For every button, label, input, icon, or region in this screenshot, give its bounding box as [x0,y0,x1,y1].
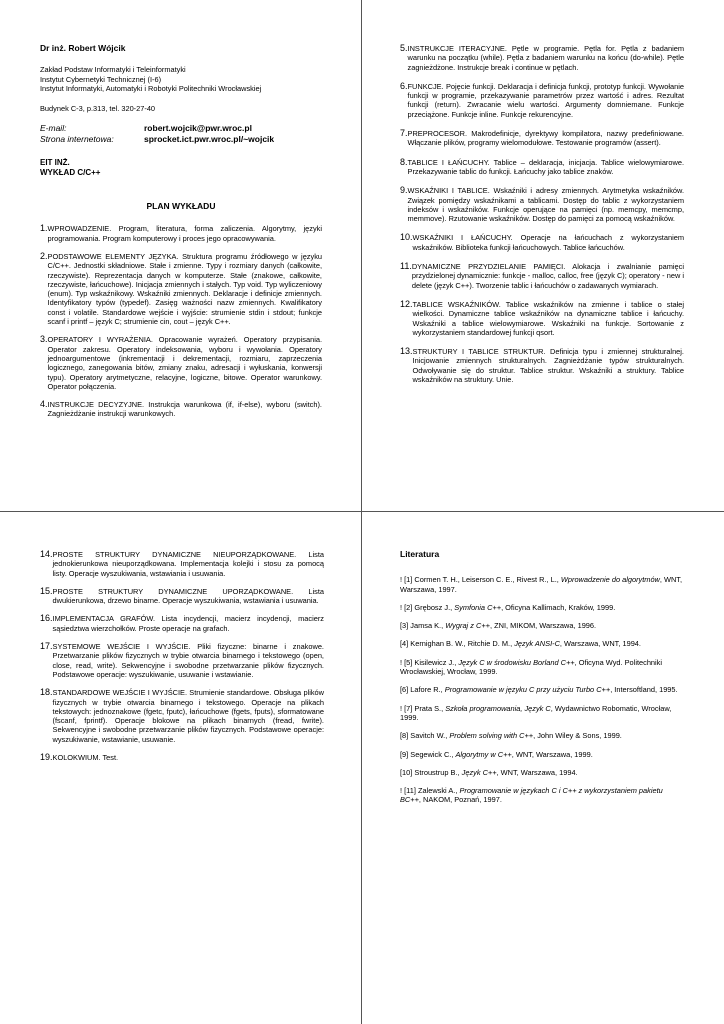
reference-title: Programowanie w języku C przy użyciu Turbo C++ [444,685,611,695]
plan-item-number: 4. [40,399,48,410]
page-3 [40,550,324,762]
plan-item-text: PROSTE STRUKTURY DYNAMICZNE UPORZĄDKOWANE. Lista dwukierunkowa, drzewo binarne. Operacje wyszukiwania, wstawiania i usuwania. [52,586,324,606]
email-address: robert.wojcik@pwr.wroc.pl [144,123,252,134]
plan-item-text: FUNKCJE. Pojęcie funkcji. Deklaracja i definicja funkcji, prototyp funkcji. Wywołanie funkcji w programie, przekazywanie parametrów przez wartość i adres. Rezultat funkcji (return). Zwracanie wielu wartości. Argumenty domniemane. Funkcje przeciążone. Funkcje inline. Funkcje rekurencyjne. [407,81,684,119]
reference-authors: Stroustrup B., [414,767,462,777]
reference-authors: Savitch W., [410,731,450,741]
plan-list [400,44,684,384]
reference-publisher: , NAKOM, Poznań, 1997. [418,795,502,805]
literature-item [400,603,684,612]
plan-item-number: 8. [400,156,408,167]
reference-authors: Kernighan B. W., Ritchie D. M., [410,639,515,649]
plan-item [40,335,322,391]
reference-authors: Segewick C., [410,749,456,759]
literature-list [400,575,684,804]
plan-item-number: 12. [400,298,413,309]
literature-item [400,768,684,777]
course-info [40,158,322,178]
reference-publisher: , Warszawa, WNT, 1994. [559,639,641,649]
plan-item-number: 5. [400,43,408,53]
plan-item-text: DYNAMICZNE PRZYDZIELANIE PAMIĘCI. Alokacja i zwalnianie pamięci przydzielonej dynamicznie: funkcje - malloc, calloc, free (język C); operatory - new i delete (język C++). Tworzenie tablic i łańcuchów o zadawanych wymiarach. [411,262,684,290]
reference-number: ! [1] [400,575,415,585]
reference-number: [6] [400,685,411,695]
plan-item-text: SYSTEMOWE WEJŚCIE I WYJŚCIE. Pliki fizyczne: binarne i znakowe. Przetwarzanie plików fizycznych w trybie otwarcia binarnego i tekstowego (open, close, read, write). Sekwencyjne i swobodne przetwarzanie plików fizycznych. Podstawowe operacje: wyszukiwanie, usuwanie i wstawianie. [52,642,324,679]
plan-item [40,587,324,606]
reference-title: Wprowadzenie do algorytmów [560,575,660,585]
reference-publisher: , WNT, Warszawa, 1997. [400,575,683,594]
reference-authors: Grębosz J., [414,602,455,612]
plan-item-text: WPROWADZENIE. Program, literatura, forma zaliczenia. Algorytmy, języki programowania. Program komputerowy i proces jego opracowywania. [47,224,322,243]
reference-title: Język C++ [461,767,497,777]
affiliation-line: Zakład Podstaw Informatyki i Teleinformatyki [40,65,186,75]
plan-item-text: PREPROCESOR. Makrodefinicje, dyrektywy kompilatora, nazwy predefiniowane. Włączanie plików, programy wielomodułowe. Testowanie programów (assert). [407,129,684,148]
email-label: E-mail: [40,123,67,134]
plan-item-text: INSTRUKCJE DECYZYJNE. Instrukcja warunkowa (if, if-else), wyboru (switch). Zagnieżdżanie instrukcji warunkowych. [47,400,322,419]
reference-title: Problem solving with C++ [449,731,534,741]
plan-item-number: 1. [40,223,48,234]
literature-entry [400,786,684,805]
reference-number: ! [11] [400,786,418,796]
plan-item [40,614,324,633]
plan-item [40,400,322,419]
literature-entry [400,621,684,630]
affiliation [40,65,322,94]
plan-item [400,233,684,252]
plan-item [400,44,684,72]
reference-title: Symfonia C++ [454,602,502,612]
literature-item [400,685,684,694]
plan-item [400,82,684,119]
plan-list [40,550,324,762]
reference-number: [8] [400,731,411,741]
plan-item [400,262,684,290]
reference-number: ! [5] [400,657,415,667]
reference-number: [10] [400,767,415,777]
plan-item-number: 14. [40,549,53,559]
plan-item [40,753,324,762]
plan-item [400,158,684,177]
reference-number: ! [7] [400,703,415,713]
literature-entry [400,750,684,759]
plan-item-number: 2. [40,250,48,261]
plan-item-number: 15. [40,585,53,596]
plan-item-text: PODSTAWOWE ELEMENTY JĘZYKA. Struktura programu źródłowego w języku C/C++. Jednostki składniowe. Stałe i zmienne. Typy i rozmiary danych (całkowite, rzeczywiste). Reprezentacja danych w komputerze. Stałe (znakowe, całkowite, rzeczywiste, łańcuchowe). Inicjacja zmiennych i stałych. Typ void. Typ wyliczeniowy (enum). Typ wskaźnikowy. Wskaźniki zmiennych. Deklaracje i definicje zmiennych. Identyfikatory typów (typedef). Zasięg ważności nazw zmiennych. Kwalifikatory const i volatile. Standardowe wejście i wyjście: strumienie stdin i stdout; funkcje scanf i printf – język C; strumienie cin, cout – język C++. [47,251,322,327]
reference-authors: Kisilewicz J., [414,657,459,667]
plan-item-number: 18. [40,687,53,698]
plan-item [400,347,684,384]
plan-list [40,224,322,418]
plan-title: PLAN WYKŁADU [146,201,216,212]
literature-entry [400,639,684,648]
reference-title: Wygraj z C++ [445,621,490,631]
reference-title: Język C w środowisku Borland C++ [458,657,575,667]
plan-item [40,252,322,326]
reference-authors: Zalewski A., [417,786,460,796]
vertical-page-divider [361,0,362,1024]
author-name: Dr inż. Robert Wójcik [40,43,126,53]
plan-item-text: INSTRUKCJE ITERACYJNE. Pętle w programie. Pętla for. Pętla z badaniem warunku na początku (while). Pętla z badaniem warunku na końcu (do-while). Pętle zagnieżdżone. Instrukcje break i continue w pętlach. [407,44,684,72]
page-2 [400,44,684,384]
reference-title: Język ANSI-C [514,639,560,649]
horizontal-page-divider [0,511,724,512]
plan-item-text: TABLICE WSKAŹNIKÓW. Tablice wskaźników na zmienne i tablice o stałej wielkości. Dynamiczne tablice wskaźników na dynamiczne tablice i łańcuchy. Wskaźniki a tablice wielowymiarowe. Wskaźniki na funkcje. Sortowanie z wykorzystaniem standardowej funkcji qsort. [412,299,684,337]
plan-item-number: 9. [400,185,408,196]
literature-entry [400,575,684,594]
plan-item-text: WSKAŹNIKI I ŁAŃCUCHY. Operacje na łańcuchach z wykorzystaniem wskaźników. Biblioteka funkcji łańcuchowych. Tablice łańcuchów. [412,233,684,252]
reference-publisher: , WNT, Warszawa, 1994. [496,767,578,777]
literature-entry [400,603,684,612]
plan-item-text: WSKAŹNIKI I TABLICE. Wskaźniki i adresy zmiennych. Arytmetyka wskaźników. Związek pomiędzy wskaźnikami a tablicami. Dostęp do tablic z wykorzystaniem indeksów i wskaźników. Funkcje operujące na pamięci (np. memcpy, memcmp, memmove). Rzutowanie wskaźników. Dostęp do pamięci za pomocą wskaźników. [407,186,684,224]
plan-item-text: TABLICE I ŁAŃCUCHY. Tablice – deklaracja, inicjacja. Tablice wielowymiarowe. Przekazywanie tablic do funkcji. Łańcuchy jako tablice znaków. [407,157,684,176]
plan-item-number: 19. [40,752,53,763]
affiliation-line: Instytut Cybernetyki Technicznej (I-6) [40,74,162,84]
literature-item [400,704,684,723]
literature-item [400,575,684,594]
literature-entry [400,768,684,777]
page-4 [400,550,684,814]
affiliation-line: Instytut Informatyki, Automatyki i Robotyki Politechniki Wrocławskiej [40,84,262,94]
reference-authors: Lafore R., [410,685,445,695]
plan-item [40,224,322,243]
page-1 [40,44,322,419]
plan-item-number: 7. [400,128,408,139]
reference-number: ! [2] [400,602,415,612]
literature-item [400,639,684,648]
reference-number: [4] [400,639,411,649]
web-label: Strona internetowa: [40,133,114,144]
plan-item-number: 16. [40,613,53,624]
literature-item [400,658,684,677]
reference-publisher: , John Wiley & Sons, 1999. [533,731,622,741]
course-line: WYKŁAD C/C++ [40,168,101,178]
plan-item-text: KOLOKWIUM. Test. [52,753,119,763]
plan-item-text: STANDARDOWE WEJŚCIE I WYJŚCIE. Strumienie standardowe. Obsługa plików fizycznych w trybie otwarcia binarnego i tekstowego. Operacje na plikach tekstowych: jednoznakowe (fgetc, fputc), łańcuchowe (fgets, fputs), sformatowane (fscanf, fprintf). Operacje blokowe na plikach binarnych (fread, fwrite). Sekwencyjne i swobodne przetwarzanie plików fizycznych. Podstawowe operacje: wyszukiwanie, wstawianie, usuwanie. [52,688,324,744]
contact-info [40,123,322,144]
reference-publisher: , WNT, Warszawa, 1999. [511,749,593,759]
reference-title: Algorytmy w C++ [455,749,512,759]
reference-publisher: , Intersoftland, 1995. [610,685,678,695]
literature-item [400,750,684,759]
plan-item [40,688,324,744]
literature-item [400,786,684,805]
reference-publisher: , Oficyna Kallimach, Kraków, 1999. [501,602,616,612]
plan-item [40,550,324,578]
literature-entry [400,658,684,677]
plan-item [400,186,684,223]
plan-item-text: STRUKTURY I TABLICE STRUKTUR. Definicja typu i zmiennej strukturalnej. Inicjowanie zmiennych strukturalnych. Zagnieżdżanie typów strukturalnych. Odwoływanie się do struktur. Tablice struktur. Wskaźniki a struktury. Tablice wskaźników na struktury. Unie. [412,347,684,385]
plan-item-text: OPERATORY I WYRAŻENIA. Opracowanie wyrażeń. Operatory przypisania. Operator zakresu. Operatory indeksowania, wyboru i wywołania. Operatory jednoargumentowe (inkrementacji i dekrementacji, rozmiaru, zaprzeczenia logicznego, zanegowania bitów, zmiany znaku, adresacji i wyłuskania, konwersji typu). Operatory arytmetyczne, relacyjne, logiczne, bitowe. Operator warunkowy. Operator połączenia. [47,335,322,391]
reference-title: Programowanie w językach C i C++ z wykorzystaniem pakietu BC++ [400,786,663,805]
reference-number: [3] [400,621,411,631]
plan-item-number: 17. [40,641,53,652]
reference-publisher: , Oficyna Wyd. Politechniki Wrocławskiej, Wrocław, 1999. [400,657,663,677]
reference-publisher: , ZNI, MIKOM, Warszawa, 1996. [489,621,597,631]
plan-item [400,300,684,337]
reference-title: Szkoła programowania, Język C [445,703,551,713]
reference-number: [9] [400,749,411,759]
reference-publisher: , Wydawnictwo Robomatic, Wrocław, 1999. [400,703,672,722]
reference-authors: Prata S., [414,703,446,713]
plan-item-number: 3. [40,334,48,345]
literature-entry [400,704,684,723]
plan-item-text: PROSTE STRUKTURY DYNAMICZNE NIEUPORZĄDKOWANE. Lista jednokierunkowa nieuporządkowana. Implementacja kolejki i stosu za pomocą listy. Operacje wyszukiwania, wstawiania i usuwania. [52,550,324,578]
literature-title: Literatura [400,549,440,559]
plan-item [400,129,684,148]
plan-item [40,642,324,679]
plan-item-number: 11. [400,261,412,272]
plan-item-number: 6. [400,80,408,91]
building-info: Budynek C-3, p.313, tel. 320-27-40 [40,103,156,113]
literature-entry [400,731,684,740]
plan-item-text: IMPLEMENTACJA GRAFÓW. Lista incydencji, macierz incydencji, macierz sąsiedztwa wierzchołków. Proste operacje na grafach. [52,614,324,633]
course-line: EIT INŻ. [40,158,70,168]
reference-authors: Jamsa K., [410,621,446,631]
plan-item-number: 10. [400,232,413,243]
reference-authors: Cormen T. H., Leiserson C. E., Rivest R., L., [414,575,561,585]
plan-item-number: 13. [400,346,413,357]
literature-item [400,731,684,740]
web-address: sprocket.ict.pwr.wroc.pl/~wojcik [144,133,275,144]
literature-entry [400,685,684,694]
literature-item [400,621,684,630]
